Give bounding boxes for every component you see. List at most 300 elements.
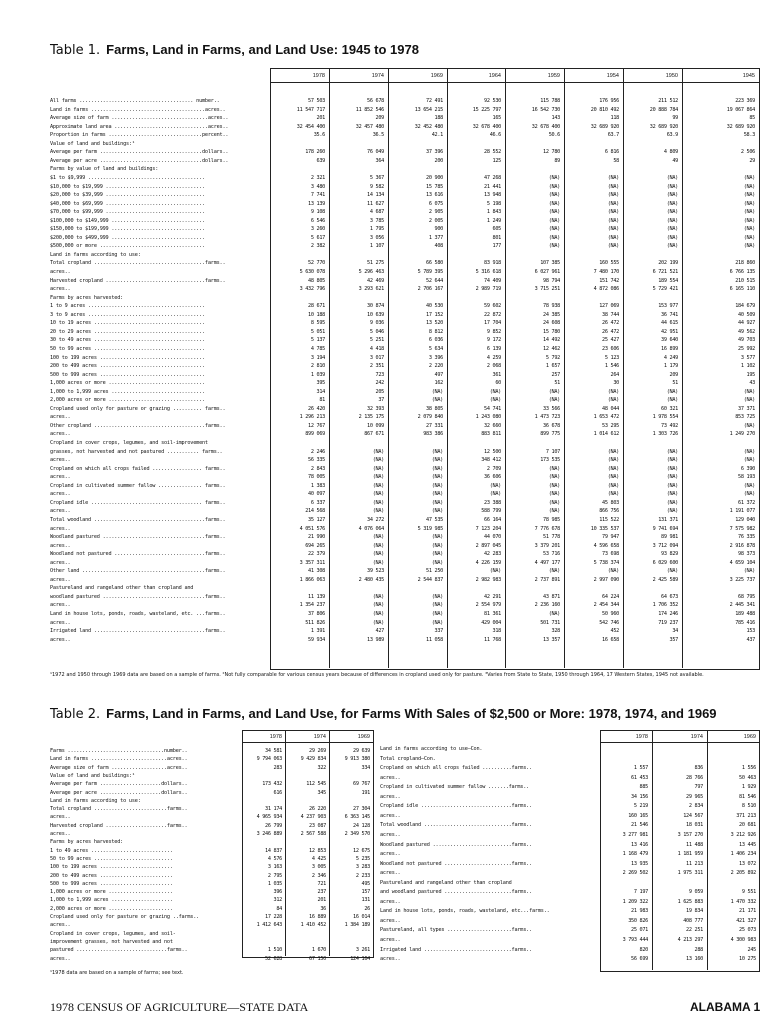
table2-left-header-rule xyxy=(242,742,374,743)
table1-cell: 429 004 xyxy=(481,619,501,626)
table1-cell: 4 497 177 xyxy=(534,559,560,566)
table1-cell: 2 810 xyxy=(310,363,325,370)
table1-row-label: acres.. xyxy=(50,636,71,643)
table1-cell: (NA) xyxy=(489,397,501,404)
table1-cell: 719 237 xyxy=(658,619,678,626)
table2-right-cell: 9 059 xyxy=(688,889,703,896)
table1-row-label: 3 to 9 acres ........................................ xyxy=(50,311,205,318)
table2-right-cell: 7 197 xyxy=(633,889,648,896)
table2-right-cell: 1 929 xyxy=(741,784,756,791)
table1-cell: (NA) xyxy=(372,457,384,464)
table1-footnote: ¹1972 and 1950 through 1969 data are based on a sample of farms. ²Not fully comparable for various census years because of differences in cropland used only for pasture. ³Varies from State to State, 1950 through 1964, 17 Western States, 1945 not available. xyxy=(50,672,704,678)
table2-left-cell: 5 235 xyxy=(355,855,370,862)
table1-cell: (NA) xyxy=(372,474,384,481)
table1-cell: 46.6 xyxy=(489,132,501,139)
table1-cell: 35.6 xyxy=(313,132,325,139)
table1-cell: 41 308 xyxy=(308,568,325,575)
table1-row-label: acres.. xyxy=(50,431,71,438)
table1-cell: 32 689 920 xyxy=(590,123,619,130)
table1-cell: 3 357 311 xyxy=(299,559,325,566)
table1-cell: 44 070 xyxy=(484,534,501,541)
table1-row-label: 30 to 49 acres ...................................... xyxy=(50,337,205,344)
table1-cell: 205 xyxy=(375,388,384,395)
table1-cell: 6 337 xyxy=(310,499,325,506)
table1-cell: (NA) xyxy=(431,448,443,455)
table1-row-label: acres.. xyxy=(50,508,71,515)
table1-cell: 11 139 xyxy=(308,593,325,600)
table2-left-cell: 2 346 xyxy=(311,872,326,879)
table2-right-cell: 21 171 xyxy=(739,908,756,915)
table1-cell: 98 373 xyxy=(738,551,755,558)
table1-cell: (NA) xyxy=(489,388,501,395)
table2-left-cell: 23 087 xyxy=(309,822,326,829)
table1-header-rule xyxy=(270,82,760,83)
table1-cell: 24 608 xyxy=(543,320,560,327)
table2-right-row-label: Cropland in cultivated summer fallow .......farms.. xyxy=(380,784,530,791)
table1-cell: 357 xyxy=(669,636,678,643)
table1-cell: 3 017 xyxy=(369,354,384,361)
table2-left-cell: 124 164 xyxy=(350,955,370,962)
table1-year-header: 1964 xyxy=(488,73,501,79)
table1-cell: 1 191 077 xyxy=(729,508,755,515)
table1-cell: 9 582 xyxy=(369,183,384,190)
table1-row-label: Farms by value of land and buildings: xyxy=(50,166,159,173)
table1-cell: 364 xyxy=(375,157,384,164)
table1-row-label: $100,000 to $149,999 ................................ xyxy=(50,217,205,224)
table1-row-label: acres.. xyxy=(50,542,71,549)
table1-cell: 7 123 204 xyxy=(475,525,501,532)
table1-cell: 6 165 110 xyxy=(729,286,755,293)
footer-right: ALABAMA 1 xyxy=(690,1000,761,1014)
table2-left-cell: 2 349 570 xyxy=(344,831,370,837)
table1-cell: 5 137 xyxy=(310,337,325,344)
table1-cell: (NA) xyxy=(666,491,678,498)
table1-cell: (NA) xyxy=(607,226,619,233)
table1-cell: 36 741 xyxy=(661,311,678,318)
table2-left-row-label: 1,000 to 1,999 acres ..................... xyxy=(50,897,173,904)
table1-cell: (NA) xyxy=(372,542,384,549)
table1-cell: 189 488 xyxy=(735,611,755,617)
table2-left-cell: 36 xyxy=(320,905,326,912)
table2-right-cell: 4 300 983 xyxy=(730,937,756,943)
table1-cell: 22 872 xyxy=(484,311,501,318)
table1-cell: 1 102 xyxy=(740,363,755,370)
table1-row-label: Other cropland ......................................farms.. xyxy=(50,422,226,429)
table1-row-label: Land in farms .......................................acres.. xyxy=(50,106,226,113)
table1-cell: 5 367 xyxy=(369,174,384,181)
table1-cell: 200 xyxy=(434,157,443,164)
table1-cell: (NA) xyxy=(607,474,619,481)
table1-cell: 32 393 xyxy=(367,405,384,412)
table2-right-header-rule xyxy=(600,742,760,743)
table1-cell: 107 385 xyxy=(540,260,560,267)
table1-cell: 12 780 xyxy=(543,149,560,156)
table1-cell: 28 552 xyxy=(484,149,501,156)
table2-left-cell: 84 xyxy=(276,905,282,912)
table2-right-cell: 25 071 xyxy=(631,927,648,934)
table1-cell: 176 956 xyxy=(599,98,619,104)
table2-right-row-label: acres.. xyxy=(380,917,401,924)
table2-left-cell: 131 xyxy=(361,897,370,904)
table1-cell: (NA) xyxy=(743,397,755,404)
table1-cell: 59 934 xyxy=(308,636,325,643)
table1-cell: (NA) xyxy=(431,397,443,404)
table2-left-row-label: Average per farm .....................dollars.. xyxy=(50,781,188,788)
table1-cell: 501 731 xyxy=(540,619,560,626)
table1-cell: 32 660 xyxy=(484,422,501,429)
table1-cell: 588 799 xyxy=(481,508,501,515)
table1-cell: (NA) xyxy=(431,611,443,617)
table1-cell: (NA) xyxy=(743,422,755,429)
table2-left-cell: 16 889 xyxy=(309,914,326,920)
table1-cell: 48 805 xyxy=(308,277,325,284)
table2-right-cell: 20 681 xyxy=(739,822,756,829)
table1-cell: 79 947 xyxy=(602,534,619,541)
table1-cell: (NA) xyxy=(666,457,678,464)
table1-cell: 10 335 537 xyxy=(590,525,619,532)
table1-cell: 43 871 xyxy=(543,593,560,600)
table2-left-row-label: Value of land and buildings:¹ xyxy=(50,772,135,779)
table1-cell: (NA) xyxy=(607,234,619,241)
table2-right-row-label: Woodland pastured ...........................farms.. xyxy=(380,841,533,848)
table1-cell: 29 xyxy=(749,157,755,164)
table1-cell: 66 580 xyxy=(426,260,443,267)
table2-right-row-label: acres.. xyxy=(380,793,401,800)
table2-left-row-label: Average per acre .....................dollars.. xyxy=(50,789,188,796)
table1-cell: 223 369 xyxy=(735,98,755,104)
table1-cell: 33 566 xyxy=(543,405,560,412)
table1-cell: 5 123 xyxy=(604,354,619,361)
table1-cell: (NA) xyxy=(372,559,384,566)
table1-row-label: All farms ....................................... number.. xyxy=(50,98,220,104)
table1-cell: 5 251 xyxy=(369,337,384,344)
table1-cell: 21 441 xyxy=(484,183,501,190)
table1-cell: 64 224 xyxy=(602,593,619,600)
table1-year-header: 1974 xyxy=(371,73,384,79)
table1-cell: 5 634 xyxy=(428,345,443,352)
table1-row-label: $1 to $9,999 ........................................ xyxy=(50,174,205,181)
table1-cell: (NA) xyxy=(666,200,678,207)
table2-right-cell: 160 165 xyxy=(628,812,648,819)
table1-cell: 2 905 xyxy=(428,209,443,216)
table1-cell: 40 530 xyxy=(426,303,443,310)
table1-cell: 76 049 xyxy=(367,149,384,156)
table1-cell: 6 390 xyxy=(740,465,755,472)
table2-right-cell: 408 777 xyxy=(683,917,703,924)
table1-row-label: 100 to 199 acres .................................... xyxy=(50,354,205,361)
table2-left-cell: 4 237 903 xyxy=(300,814,326,821)
table2-heading: Farms, Land in Farms, and Land Use, for Farms With Sales of $2,500 or More: 1978, 1974, and 1969 xyxy=(106,706,717,721)
table1-cell: 63.9 xyxy=(666,132,678,139)
table1-row-label: Woodland not pastured ...............................farms.. xyxy=(50,551,226,558)
table1-cell: 2 068 xyxy=(486,363,501,370)
table1-year-header: 1959 xyxy=(547,73,560,79)
table1-cell: 15 225 797 xyxy=(472,106,501,113)
table1-cell: 3 785 xyxy=(369,217,384,224)
table2-right-cell: 18 031 xyxy=(686,822,703,829)
table1-cell: 60 321 xyxy=(661,405,678,412)
table1-cell: 4 226 159 xyxy=(475,559,501,566)
table1-cell: 13 616 xyxy=(426,192,443,199)
table1-cell: 44 615 xyxy=(661,320,678,327)
table2-left-cell: 4 576 xyxy=(267,855,282,862)
table2-right-cell: 25 073 xyxy=(739,927,756,934)
table2-left-cell: 201 xyxy=(317,897,326,904)
table2-left-row-label: Average size of farm ...................acres.. xyxy=(50,764,188,771)
table2-left-row-label: Farms .................................number.. xyxy=(50,748,188,754)
table2-left-cell: 12 675 xyxy=(353,847,370,854)
table2-left-row-label: 1,000 acres or more ...................... xyxy=(50,889,173,896)
table1-cell: 4 872 086 xyxy=(593,286,619,293)
table1-cell: 6 139 xyxy=(486,345,501,352)
table1-row-label: 1 to 9 acres ........................................ xyxy=(50,303,205,310)
table1-cell: 2 706 167 xyxy=(417,286,443,293)
table1-cell: 4 809 xyxy=(663,149,678,156)
table2-right-row-label: Pastureland, all types ......................farms.. xyxy=(380,927,533,934)
table1-cell: (NA) xyxy=(489,568,501,575)
table1-cell: 6 816 xyxy=(604,149,619,156)
table1-cell: (NA) xyxy=(743,183,755,190)
table2-right-row-label: acres.. xyxy=(380,937,401,943)
table1-cell: 51 778 xyxy=(543,534,560,541)
table1-cell: 6 721 521 xyxy=(652,269,678,275)
table2-left-row-label: Farms by acres harvested: xyxy=(50,839,124,846)
table1-cell: (NA) xyxy=(607,388,619,395)
table1-row-label: 500 to 999 acres .................................... xyxy=(50,371,205,378)
table1-cell: 900 xyxy=(434,226,443,233)
table2-left-cell: 2 567 588 xyxy=(300,831,326,837)
table1-cell: 81 xyxy=(319,397,325,404)
table1-cell: 51 275 xyxy=(367,260,384,267)
table1-cell: (NA) xyxy=(489,482,501,489)
table1-cell: 12 500 xyxy=(484,448,501,455)
table2-right-cell: 11 213 xyxy=(686,860,703,867)
table1-cell: 174 246 xyxy=(658,611,678,617)
table1-cell: 361 xyxy=(492,371,501,378)
table2-left-row-label: 100 to 199 acres ......................... xyxy=(50,864,173,871)
table1-row-label: acres.. xyxy=(50,491,71,498)
table1-cell: 35 127 xyxy=(308,516,325,523)
table1-cell: 5 051 xyxy=(310,328,325,335)
table2-left-row-label: 200 to 499 acres ......................... xyxy=(50,872,173,879)
table2-right-cell: 371 213 xyxy=(736,812,756,819)
table1-cell: (NA) xyxy=(607,482,619,489)
table1-cell: 1 653 472 xyxy=(593,414,619,421)
table1-cell: 125 xyxy=(492,157,501,164)
table1-cell: 20 900 xyxy=(426,174,443,181)
table1-cell: 42 283 xyxy=(484,551,501,558)
table1-cell: 21 990 xyxy=(308,534,325,541)
table2-right-cell: 350 826 xyxy=(628,917,648,924)
table1-cell: (NA) xyxy=(431,534,443,541)
table1-cell: 1 296 213 xyxy=(299,414,325,421)
table1-cell: 2 554 979 xyxy=(475,602,501,609)
table1-cell: (NA) xyxy=(372,491,384,498)
table2-left-cell: 16 014 xyxy=(353,914,370,920)
table1-cell: 7 480 170 xyxy=(593,269,619,275)
table1-year-header: 1969 xyxy=(430,73,443,79)
table2-right-cell: 28 766 xyxy=(686,774,703,781)
table2-left-cell: 157 xyxy=(361,889,370,896)
table2-left-row-label: improvement grasses, not harvested and not xyxy=(50,938,173,945)
table1-cell: 7 741 xyxy=(310,192,325,199)
table1-cell: 11 058 xyxy=(426,636,443,643)
table1-cell: 32 689 920 xyxy=(649,123,678,130)
table1-cell: (NA) xyxy=(607,183,619,190)
table1-cell: 6 029 600 xyxy=(652,559,678,566)
table1-row-label: Other land ..........................................farms.. xyxy=(50,568,226,575)
table1-cell: 3 379 201 xyxy=(534,542,560,549)
table1-cell: (NA) xyxy=(372,619,384,626)
table2-left-row-label: Cropland in cover crops, legumes, and soil- xyxy=(50,930,176,937)
table2-right-cell: 3 212 926 xyxy=(730,831,756,838)
table1-row-label: Value of land and buildings:¹ xyxy=(50,140,135,147)
table1-cell: 853 725 xyxy=(735,414,755,421)
table2-left-cell: 173 432 xyxy=(262,781,282,788)
table1-cell: 2 843 xyxy=(310,465,325,472)
table1-cell: 38 805 xyxy=(426,405,443,412)
table2-left-cell: 1 035 xyxy=(267,880,282,887)
footer-left: 1978 CENSUS OF AGRICULTURE—STATE DATA xyxy=(50,1000,309,1014)
table1-cell: 5 738 374 xyxy=(593,559,619,566)
table1-row-label: Harvested cropland ..................................farms.. xyxy=(50,277,226,284)
table1-cell: (NA) xyxy=(431,491,443,498)
table1-cell: 867 671 xyxy=(364,431,384,438)
table1-cell: 14 134 xyxy=(367,192,384,199)
table2-left-cell: 14 837 xyxy=(265,847,282,854)
table1-row-label: Total woodland ......................................farms.. xyxy=(50,516,226,523)
table2-left-cell: 4 425 xyxy=(311,855,326,862)
table2-title xyxy=(50,706,717,722)
table1-cell: 13 357 xyxy=(543,636,560,643)
table1-cell: 7 776 678 xyxy=(534,525,560,532)
table1-cell: 165 xyxy=(492,115,501,122)
table2-right-cell: 29 965 xyxy=(686,793,703,800)
table1-cell: 264 xyxy=(610,371,619,378)
table1-cell: (NA) xyxy=(607,397,619,404)
table1-row-label: $500,000 or more .................................... xyxy=(50,243,205,250)
table1-year-header: 1978 xyxy=(312,73,325,79)
table1-cell: 1 473 723 xyxy=(534,414,560,421)
table1-row-label: 1,000 acres or more ................................. xyxy=(50,380,205,387)
table1-cell: 5 792 xyxy=(545,354,560,361)
table1-cell: (NA) xyxy=(607,491,619,498)
table1-cell: 184 679 xyxy=(735,303,755,310)
table2-right-cell: 1 406 234 xyxy=(730,851,756,858)
table1-cell: (NA) xyxy=(743,388,755,395)
table1-cell: (NA) xyxy=(666,174,678,181)
table2-left-cell: 3 163 xyxy=(267,864,282,871)
table2-left-cell: 24 128 xyxy=(353,822,370,829)
table1-cell: 56 678 xyxy=(367,98,384,104)
table2-right-cell: 1 168 479 xyxy=(622,851,648,858)
table1-cell: (NA) xyxy=(743,200,755,207)
table1-cell: 2 506 xyxy=(740,149,755,156)
table1-cell: 2 982 983 xyxy=(475,576,501,583)
table1-cell: 5 319 985 xyxy=(417,525,443,532)
table1-cell: 56 335 xyxy=(308,457,325,464)
table2-right-cell: 885 xyxy=(639,784,648,791)
table1-cell: 20 888 784 xyxy=(649,106,678,113)
table2-left-cell: 17 228 xyxy=(265,914,282,920)
table1-cell: 162 xyxy=(434,380,443,387)
table1-cell: (NA) xyxy=(548,491,560,498)
table1-cell: 2 236 160 xyxy=(534,602,560,609)
table1-cell: 153 977 xyxy=(658,303,678,310)
table1-row-label: Land in house lots, ponds, roads, wasteland, etc. ...farms.. xyxy=(50,611,226,617)
table1-cell: (NA) xyxy=(743,457,755,464)
table1-cell: 5 789 395 xyxy=(417,269,443,275)
table1-row-label: Pastureland and rangeland other than cropland and xyxy=(50,585,194,592)
table2-left-cell: 69 767 xyxy=(353,781,370,788)
table1-cell: 4 596 658 xyxy=(593,542,619,549)
table1-cell: 202 199 xyxy=(658,260,678,267)
table1-cell: 52 770 xyxy=(308,260,325,267)
table2-left-cell: 27 304 xyxy=(353,806,370,813)
table1-row-label: acres.. xyxy=(50,602,71,609)
table1-cell: 6 036 xyxy=(428,337,443,344)
table1-cell: (NA) xyxy=(607,568,619,575)
table1-cell: 11 627 xyxy=(367,200,384,207)
table1-cell: 201 xyxy=(316,115,325,122)
table1-cell: (NA) xyxy=(431,593,443,600)
table1-cell: 427 xyxy=(375,628,384,635)
table1-cell: 5 198 xyxy=(486,200,501,207)
table1-cell: (NA) xyxy=(372,482,384,489)
table1-cell: (NA) xyxy=(607,457,619,464)
table1-cell: 9 172 xyxy=(486,337,501,344)
table1-cell: (NA) xyxy=(548,209,560,216)
table2-right-row-label: Land in house lots, ponds, roads, wasteland, etc...farms.. xyxy=(380,908,550,915)
table1-cell: (NA) xyxy=(372,551,384,558)
table1-row-label: acres.. xyxy=(50,559,71,566)
table1-cell: (NA) xyxy=(743,568,755,575)
table1-cell: (NA) xyxy=(548,482,560,489)
table2-right-row-label: acres.. xyxy=(380,831,401,838)
table1-cell: 173 535 xyxy=(540,457,560,464)
table1-row-label: 10 to 19 acres ...................................... xyxy=(50,320,205,327)
table1-cell: 151 742 xyxy=(599,277,619,284)
table1-cell: 2 897 045 xyxy=(475,542,501,549)
table2-right-row-label: Total cropland—Con. xyxy=(380,755,436,762)
table1-cell: (NA) xyxy=(372,508,384,515)
table1-cell: 39 640 xyxy=(661,337,678,344)
table1-cell: 115 522 xyxy=(599,516,619,523)
table1-cell: (NA) xyxy=(666,183,678,190)
table1-cell: 50.6 xyxy=(548,132,560,139)
table1-cell: 16 899 xyxy=(661,345,678,352)
table2-left-cell: 31 174 xyxy=(265,806,282,813)
table2-left-cell: 9 794 063 xyxy=(256,756,282,763)
table1-cell: 195 xyxy=(746,371,755,378)
table1-cell: (NA) xyxy=(548,508,560,515)
table1-cell: 605 xyxy=(492,226,501,233)
table1-cell: 73 698 xyxy=(602,551,619,558)
table1-cell: 2 079 840 xyxy=(417,414,443,421)
table1-cell: 2 246 xyxy=(310,448,325,455)
table2-left-cell: 1 412 643 xyxy=(256,922,282,929)
table1-cell: 1 107 xyxy=(369,243,384,250)
table1-cell: 214 568 xyxy=(305,508,325,515)
table2-right-cell: 13 160 xyxy=(686,956,703,963)
table1-cell: 34 xyxy=(672,628,678,635)
table2-left-cell: 721 xyxy=(317,880,326,887)
table2-left-cell: 4 965 934 xyxy=(256,814,282,821)
table1-cell: 59 602 xyxy=(484,303,501,310)
table1-cell: 3 225 737 xyxy=(729,576,755,583)
table1-cell: 36 678 xyxy=(543,422,560,429)
table1-row-label: $10,000 to $19,999 .................................. xyxy=(50,183,205,190)
